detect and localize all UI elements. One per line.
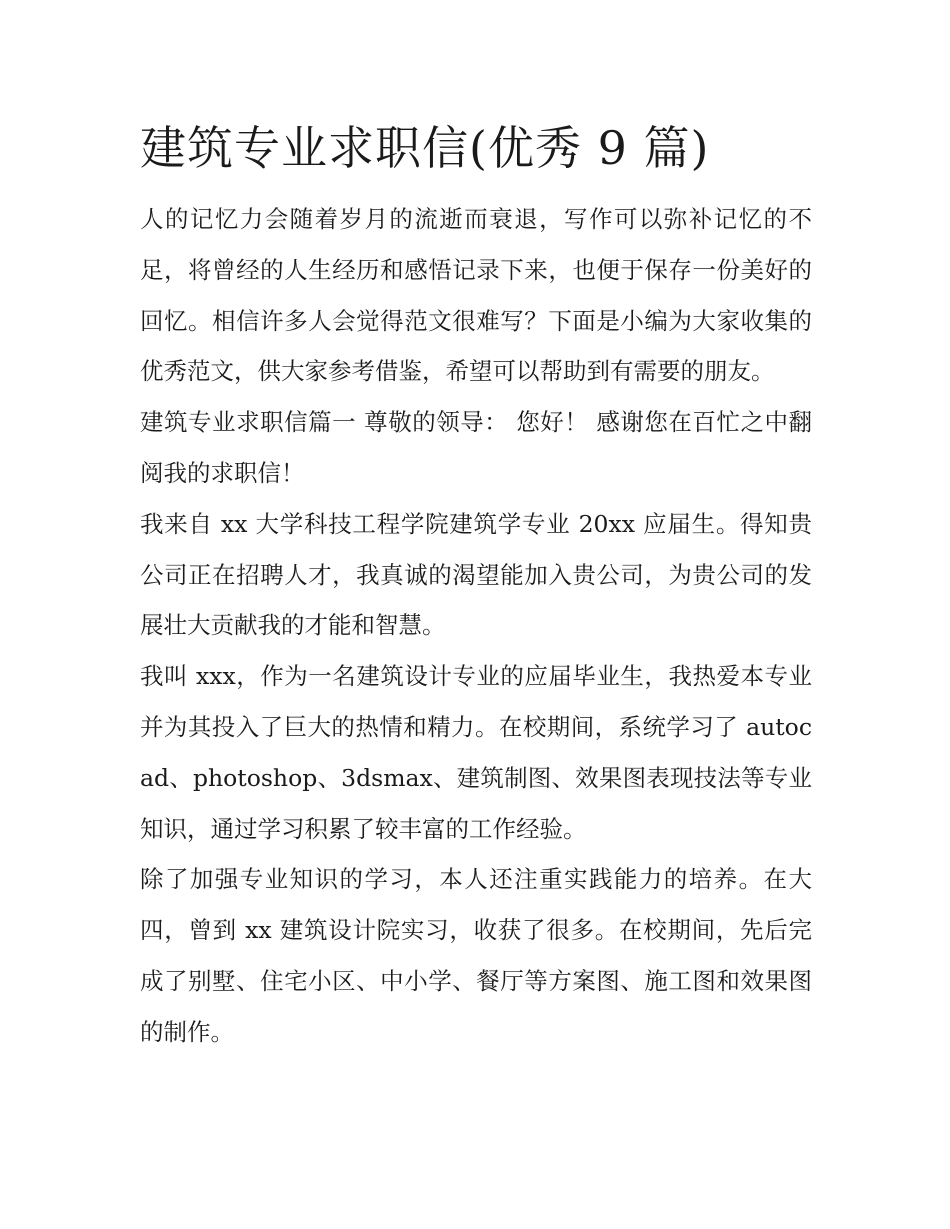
paragraph-skills: 我叫 xxx，作为一名建筑设计专业的应届毕业生，我热爱本专业并为其投入了巨大的热情和精力。在校期间，系统学习了 autocad、photoshop、3dsmax、建筑制图、效果图表现技法等专业知识，通过学习积累了较丰富的工作经验。 [140,662,812,843]
paragraph-background: 我来自 xx 大学科技工程学院建筑学专业 20xx 应届生。得知贵公司正在招聘人才，我真诚的渴望能加入贵公司，为贵公司的发展壮大贡献我的才能和智慧。 [140,509,812,640]
document-title: 建筑专业求职信(优秀 9 篇) [140,121,710,175]
document-body [140,116,812,1058]
paragraph-practice: 除了加强专业知识的学习，本人还注重实践能力的培养。在大四，曾到 xx 建筑设计院实习，收获了很多。在校期间，先后完成了别墅、住宅小区、中小学、餐厅等方案图、施工图和效果图的制作。 [140,865,812,1046]
paragraph-greeting: 建筑专业求职信篇一 尊敬的领导： 您好！ 感谢您在百忙之中翻阅我的求职信！ [140,408,812,487]
paragraph-intro: 人的记忆力会随着岁月的流逝而衰退，写作可以弥补记忆的不足，将曾经的人生经历和感悟记录下来，也便于保存一份美好的回忆。相信许多人会觉得范文很难写？下面是小编为大家收集的优秀范文，供大家参考借鉴，希望可以帮助到有需要的朋友。 [140,205,812,386]
